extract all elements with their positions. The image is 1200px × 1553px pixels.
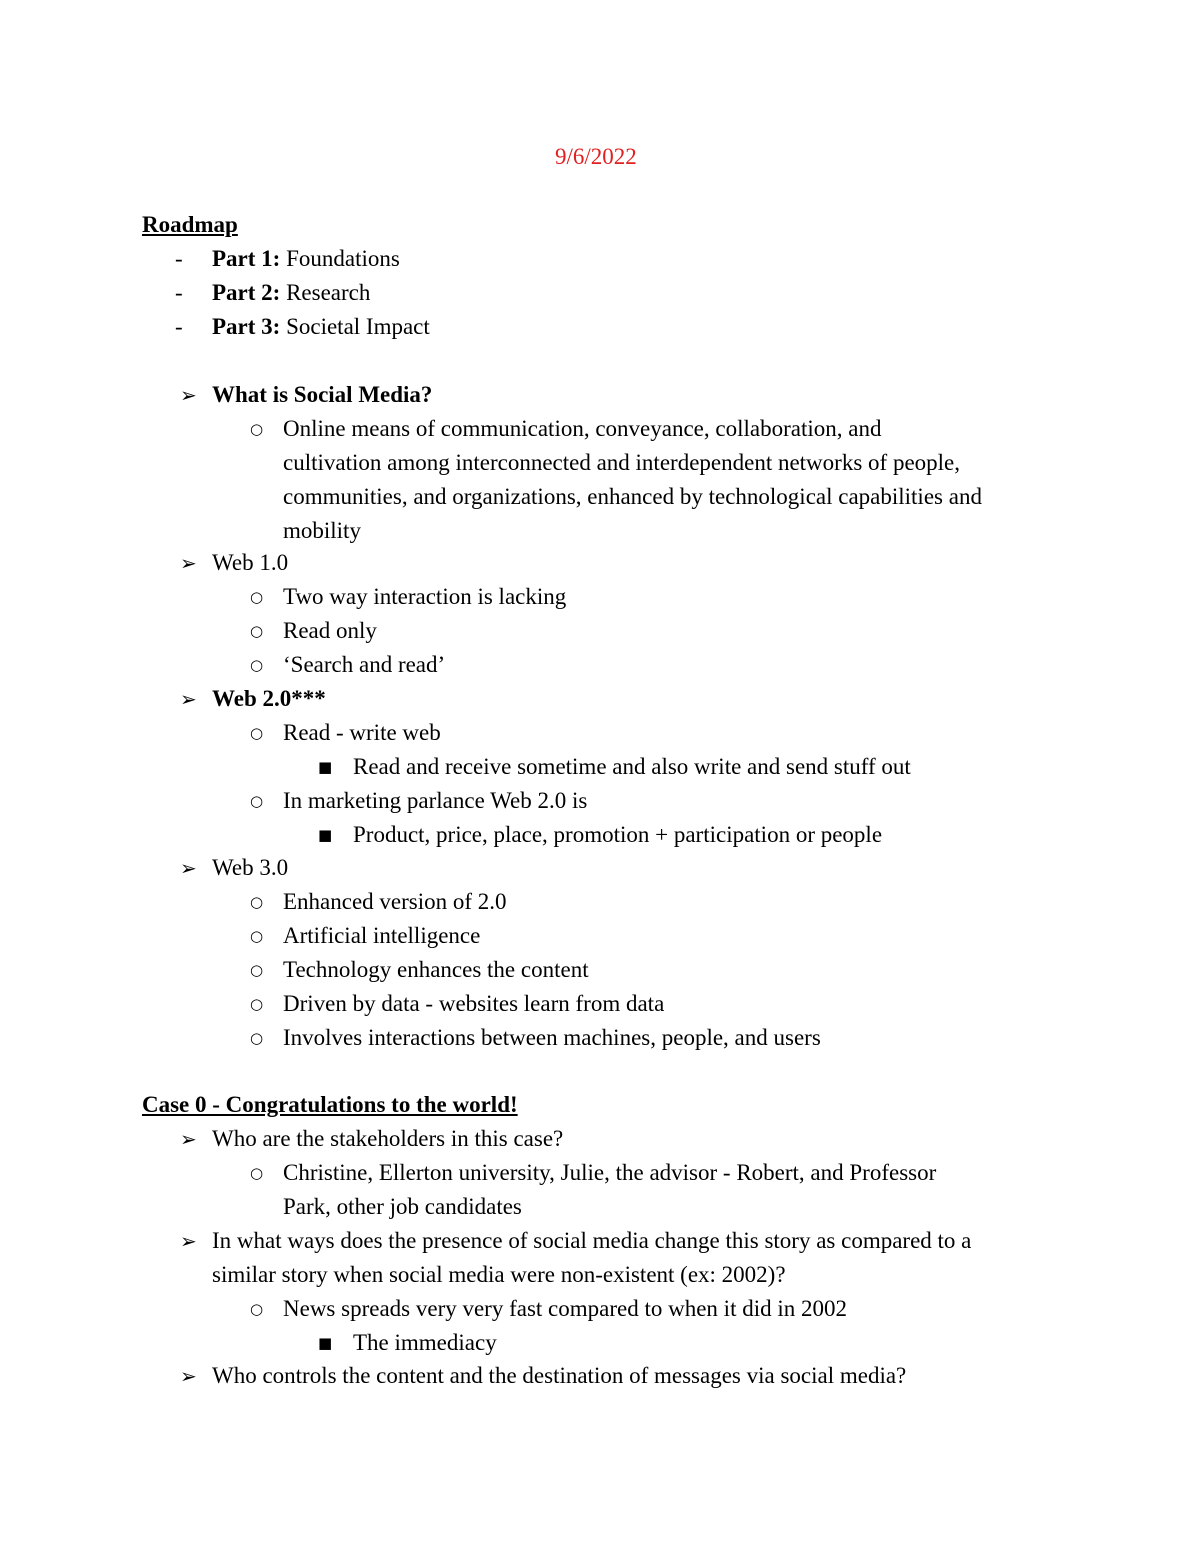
web1-item: Two way interaction is lacking	[283, 584, 567, 609]
web2-title: Web 2.0***	[212, 686, 326, 711]
arrow-bullet-icon: ➢	[180, 1364, 197, 1388]
circle-bullet-icon: ○	[250, 1029, 264, 1047]
case0-heading: Case 0 - Congratulations to the world!	[142, 1092, 518, 1117]
date-heading: 9/6/2022	[555, 144, 637, 169]
web3-item: Artificial intelligence	[283, 923, 481, 948]
case0-question-2-line-1: In what ways does the presence of social media change this story as compared to a	[212, 1228, 972, 1253]
circle-bullet-icon: ○	[250, 995, 264, 1013]
web3-item: Driven by data - websites learn from data	[283, 991, 665, 1016]
web1-item: Read only	[283, 618, 377, 643]
web3-title: Web 3.0	[212, 855, 289, 880]
circle-bullet-icon: ○	[250, 656, 264, 674]
square-bullet-icon: ■	[318, 826, 333, 844]
roadmap-heading: Roadmap	[142, 212, 238, 237]
part-text: Societal Impact	[286, 314, 430, 339]
circle-bullet-icon: ○	[250, 1164, 264, 1182]
part-label: Part 3:	[212, 314, 281, 339]
part-label: Part 2:	[212, 280, 281, 305]
case0-answer-2: News spreads very very fast compared to when it did in 2002	[283, 1296, 847, 1321]
web3-item: Involves interactions between machines, people, and users	[283, 1025, 821, 1050]
circle-bullet-icon: ○	[250, 927, 264, 945]
roadmap-part-2	[212, 279, 370, 307]
circle-bullet-icon: ○	[250, 420, 264, 438]
web3-item: Enhanced version of 2.0	[283, 889, 507, 914]
case0-question-3: Who controls the content and the destination of messages via social media?	[212, 1363, 907, 1388]
dash-bullet: -	[175, 314, 183, 339]
circle-bullet-icon: ○	[250, 893, 264, 911]
square-bullet-icon: ■	[318, 1334, 333, 1352]
definition-line-2: cultivation among interconnected and interdependent networks of people,	[283, 450, 960, 475]
dash-bullet: -	[175, 280, 183, 305]
roadmap-part-1	[212, 245, 400, 273]
circle-bullet-icon: ○	[250, 622, 264, 640]
case0-answer-1-line-1: Christine, Ellerton university, Julie, the advisor - Robert, and Professor	[283, 1160, 937, 1185]
case0-answer-2-sub: The immediacy	[353, 1330, 497, 1355]
definition-line-4: mobility	[283, 518, 361, 543]
web2-item: Read - write web	[283, 720, 441, 745]
definition-line-1: Online means of communication, conveyance, collaboration, and	[283, 416, 882, 441]
arrow-bullet-icon: ➢	[180, 551, 197, 575]
web1-title: Web 1.0	[212, 550, 289, 575]
arrow-bullet-icon: ➢	[180, 687, 197, 711]
square-bullet-icon: ■	[318, 758, 333, 776]
circle-bullet-icon: ○	[250, 792, 264, 810]
web2-subitem: Read and receive sometime and also write and send stuff out	[353, 754, 911, 779]
case0-answer-1-line-2: Park, other job candidates	[283, 1194, 522, 1219]
arrow-bullet-icon: ➢	[180, 383, 197, 407]
web2-subitem: Product, price, place, promotion + participation or people	[353, 822, 883, 847]
web3-item: Technology enhances the content	[283, 957, 589, 982]
case0-question-2-line-2: similar story when social media were non-existent (ex: 2002)?	[212, 1262, 786, 1287]
case0-question-1: Who are the stakeholders in this case?	[212, 1126, 564, 1151]
part-text: Foundations	[286, 246, 400, 271]
arrow-bullet-icon: ➢	[180, 1127, 197, 1151]
arrow-bullet-icon: ➢	[180, 856, 197, 880]
part-label: Part 1:	[212, 246, 281, 271]
dash-bullet: -	[175, 246, 183, 271]
circle-bullet-icon: ○	[250, 588, 264, 606]
circle-bullet-icon: ○	[250, 961, 264, 979]
roadmap-part-3	[212, 313, 430, 341]
web2-item: In marketing parlance Web 2.0 is	[283, 788, 588, 813]
definition-line-3: communities, and organizations, enhanced by technological capabilities and	[283, 484, 982, 509]
arrow-bullet-icon: ➢	[180, 1229, 197, 1253]
circle-bullet-icon: ○	[250, 724, 264, 742]
part-text: Research	[286, 280, 371, 305]
circle-bullet-icon: ○	[250, 1300, 264, 1318]
social-media-question: What is Social Media?	[212, 382, 433, 407]
web1-item: ‘Search and read’	[283, 652, 446, 677]
